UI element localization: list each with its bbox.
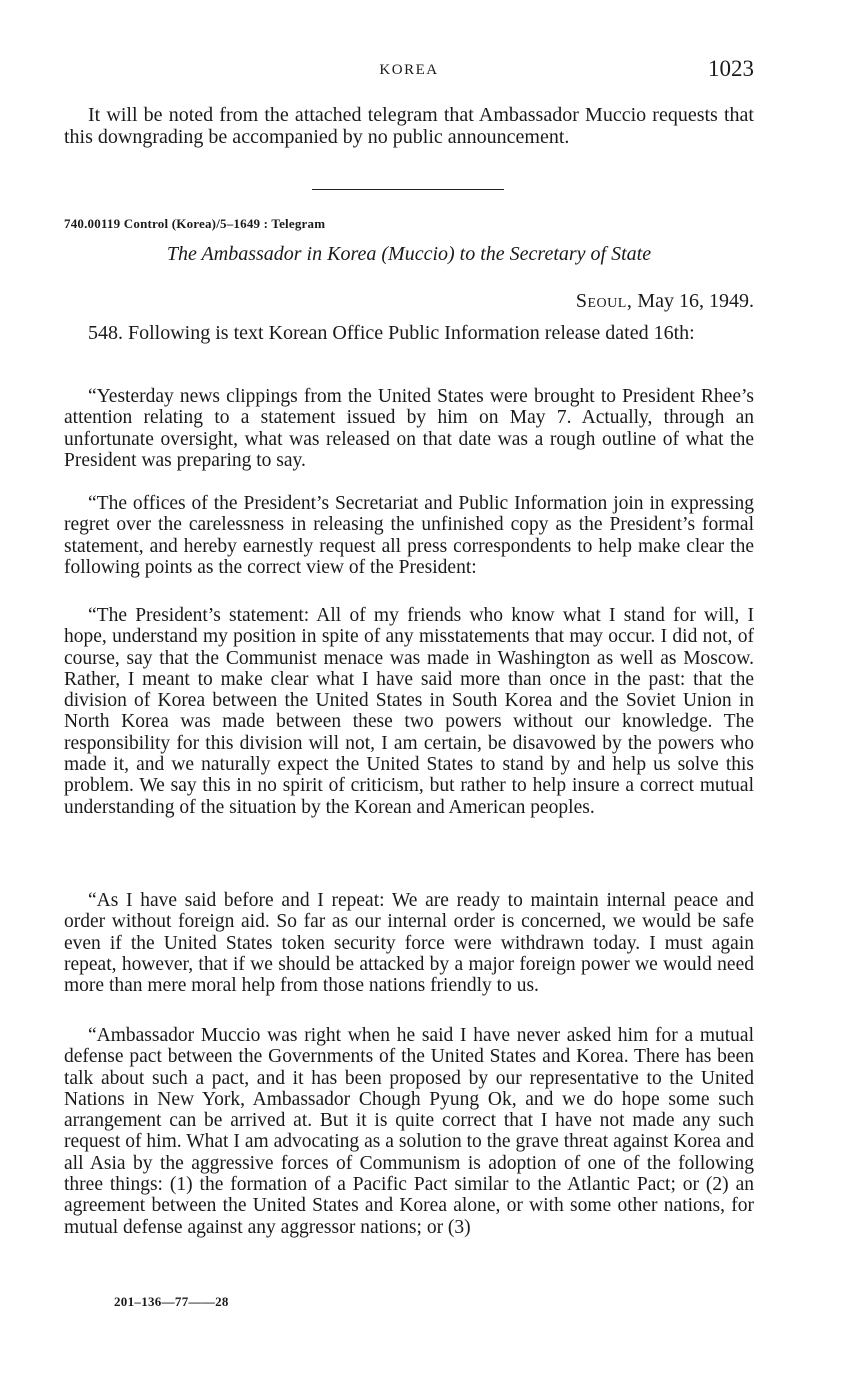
quoted-paragraph: “The President’s statement: All of my friends who know what I stand for will, I hope, understand my position in spite of any misstatements that may occur. I did not, of course, say that the Communist menace was made in Washington as well as Moscow. Rather, I meant to make clear what I have said more than once in the past: that the division of Korea between the United States in South Korea and the Soviet Union in North Korea was made between these two powers without our knowledge. The responsibility for this division will not, I am certain, be disavowed by the powers who made it, and we naturally expect the United States to stand by and help us solve this problem. We say this in no spirit of criticism, but rather to help insure a correct mutual understanding of the situation by the Korean and American peoples. — [64, 605, 754, 818]
file-reference: 740.00119 Control (Korea)/5–1649 : Telegram — [64, 216, 326, 231]
intro-paragraph: It will be noted from the attached telegram that Ambassador Muccio requests that this downgrading be accompanied by no public announcement. — [64, 104, 754, 148]
quoted-paragraph: “Ambassador Muccio was right when he said I have never asked him for a mutual defense pact between the Governments of the United States and Korea. There has been talk about such a pact, and it has been proposed by our representative to the United Nations in New York, Ambassador Chough Pyung Ok, and we do hope some such arrangement can be arrived at. But it is quite correct that I have not made any such request of him. What I am advocating as a solution to the grave threat against Korea and all Asia by the aggressive forces of Communism is adoption of one of the following three things: (1) the formation of a Pacific Pact similar to the Atlantic Pact; or (2) an agreement between the United States and Korea alone, or with some other nations, for mutual defense against any aggressor nations; or (3) — [64, 1025, 754, 1238]
quoted-paragraph: “The offices of the President’s Secretariat and Public Information join in expressing regret over the carelessness in releasing the unfinished copy as the President’s formal statement, and hereby earnestly request all press correspondents to help make clear the following points as the correct view of the President: — [64, 493, 754, 578]
document-title — [64, 243, 754, 266]
quoted-paragraph: “As I have said before and I repeat: We are ready to maintain internal peace and order without foreign aid. So far as our internal order is concerned, we would be safe even if the United States token security force were withdrawn today. I must again repeat, however, that if we should be attacked by a major foreign power we would need more than mere moral help from those nations friendly to us. — [64, 890, 754, 997]
page-header — [64, 56, 754, 86]
page-number: 1023 — [708, 56, 754, 81]
print-code: 201–136—77——28 — [114, 1294, 229, 1309]
document-title-text: The Ambassador in Korea (Muccio) to the Secretary of State — [166, 243, 652, 265]
dateline — [576, 290, 754, 313]
telegram-opening: 548. Following is text Korean Office Public Information release dated 16th: — [88, 322, 695, 344]
running-head: KOREA — [379, 62, 439, 78]
dateline-place: Seoul, — [575, 290, 633, 312]
quoted-paragraph: “Yesterday news clippings from the United States were brought to President Rhee’s attention relating to a statement issued by him on May 7. Actually, through an unfortunate oversight, what was released on that date was a rough outline of what the President was preparing to say. — [64, 386, 754, 471]
section-divider — [312, 189, 504, 190]
dateline-date: May 16, 1949. — [637, 290, 754, 312]
